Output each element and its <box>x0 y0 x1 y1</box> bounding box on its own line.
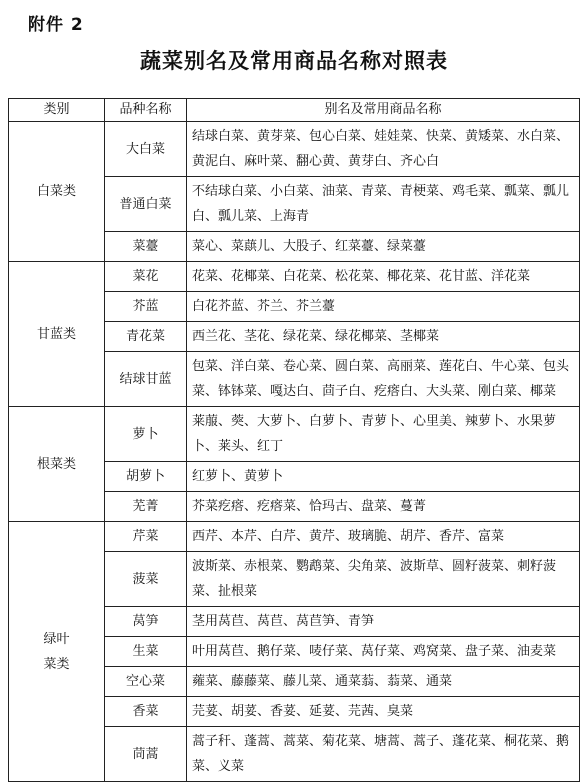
alias-names-cell: 花菜、花椰菜、白花菜、松花菜、椰花菜、花甘蓝、洋花菜 <box>187 262 580 292</box>
alias-names-cell: 茎用莴苣、莴苣、莴苣笋、青笋 <box>187 607 580 637</box>
attachment-label: 附件 2 <box>28 15 84 35</box>
variety-cell: 茼蒿 <box>105 727 187 782</box>
alias-names-cell: 芫荽、胡荽、香荽、延荽、芫茜、臭菜 <box>187 697 580 727</box>
alias-names-cell: 芥菜疙瘩、疙瘩菜、恰玛古、盘菜、蔓菁 <box>187 492 580 522</box>
alias-names-cell: 西兰花、茎花、绿花菜、绿花椰菜、茎椰菜 <box>187 322 580 352</box>
alias-names-cell: 菜心、菜蕻儿、大股子、红菜薹、绿菜薹 <box>187 232 580 262</box>
category-line: 菜类 <box>43 656 70 672</box>
alias-names-cell: 西芹、本芹、白芹、黄芹、玻璃脆、胡芹、香芹、富菜 <box>187 522 580 552</box>
alias-names-cell: 白花芥蓝、芥兰、芥兰薹 <box>187 292 580 322</box>
variety-cell: 空心菜 <box>105 667 187 697</box>
alias-names-cell: 红萝卜、黄萝卜 <box>187 462 580 492</box>
variety-cell: 芜菁 <box>105 492 187 522</box>
vegetable-alias-table <box>8 98 580 782</box>
alias-names-cell: 结球白菜、黄芽菜、包心白菜、娃娃菜、快菜、黄矮菜、水白菜、黄泥白、麻叶菜、翻心黄、黄芽白、齐心白 <box>187 122 580 177</box>
alias-names-cell: 莱菔、葖、大萝卜、白萝卜、青萝卜、心里美、辣萝卜、水果萝卜、莱头、红丁 <box>187 407 580 462</box>
table-row <box>9 262 580 292</box>
variety-cell: 莴笋 <box>105 607 187 637</box>
alias-names-cell: 波斯菜、赤根菜、鹦鹉菜、尖角菜、波斯草、圆籽菠菜、刺籽菠菜、扯根菜 <box>187 552 580 607</box>
variety-cell: 芥蓝 <box>105 292 187 322</box>
variety-cell: 青花菜 <box>105 322 187 352</box>
variety-cell: 普通白菜 <box>105 177 187 232</box>
variety-cell: 萝卜 <box>105 407 187 462</box>
category-line: 绿叶 <box>43 631 70 647</box>
variety-cell: 结球甘蓝 <box>105 352 187 407</box>
category-cell: 根菜类 <box>9 407 105 522</box>
table-header-row <box>9 99 580 122</box>
alias-names-cell: 蒿子秆、蓬蒿、蒿菜、菊花菜、塘蒿、蒿子、蓬花菜、桐花菜、鹅菜、义菜 <box>187 727 580 782</box>
alias-names-cell: 蕹菜、藤藤菜、藤儿菜、通菜蓊、蓊菜、通菜 <box>187 667 580 697</box>
page-title: 蔬菜别名及常用商品名称对照表 <box>140 49 448 73</box>
variety-cell: 菠菜 <box>105 552 187 607</box>
header-category: 类别 <box>9 99 105 122</box>
table-row <box>9 522 580 552</box>
alias-names-cell: 叶用莴苣、鹅仔菜、唛仔菜、莴仔菜、鸡窝菜、盘子菜、油麦菜 <box>187 637 580 667</box>
category-cell <box>9 522 105 782</box>
variety-cell: 菜薹 <box>105 232 187 262</box>
header-variety: 品种名称 <box>105 99 187 122</box>
variety-cell: 香菜 <box>105 697 187 727</box>
category-cell: 白菜类 <box>9 122 105 262</box>
alias-names-cell: 包菜、洋白菜、卷心菜、圆白菜、高丽菜、莲花白、牛心菜、包头菜、钵钵菜、嘎达白、茴子白、疙瘩白、大头菜、刚白菜、椰菜 <box>187 352 580 407</box>
variety-cell: 菜花 <box>105 262 187 292</box>
variety-cell: 大白菜 <box>105 122 187 177</box>
category-cell: 甘蓝类 <box>9 262 105 407</box>
alias-names-cell: 不结球白菜、小白菜、油菜、青菜、青梗菜、鸡毛菜、瓢菜、瓢儿白、瓢儿菜、上海青 <box>187 177 580 232</box>
table-row <box>9 122 580 177</box>
variety-cell: 芹菜 <box>105 522 187 552</box>
header-alias-names: 别名及常用商品名称 <box>187 99 580 122</box>
variety-cell: 生菜 <box>105 637 187 667</box>
table-row <box>9 407 580 462</box>
variety-cell: 胡萝卜 <box>105 462 187 492</box>
